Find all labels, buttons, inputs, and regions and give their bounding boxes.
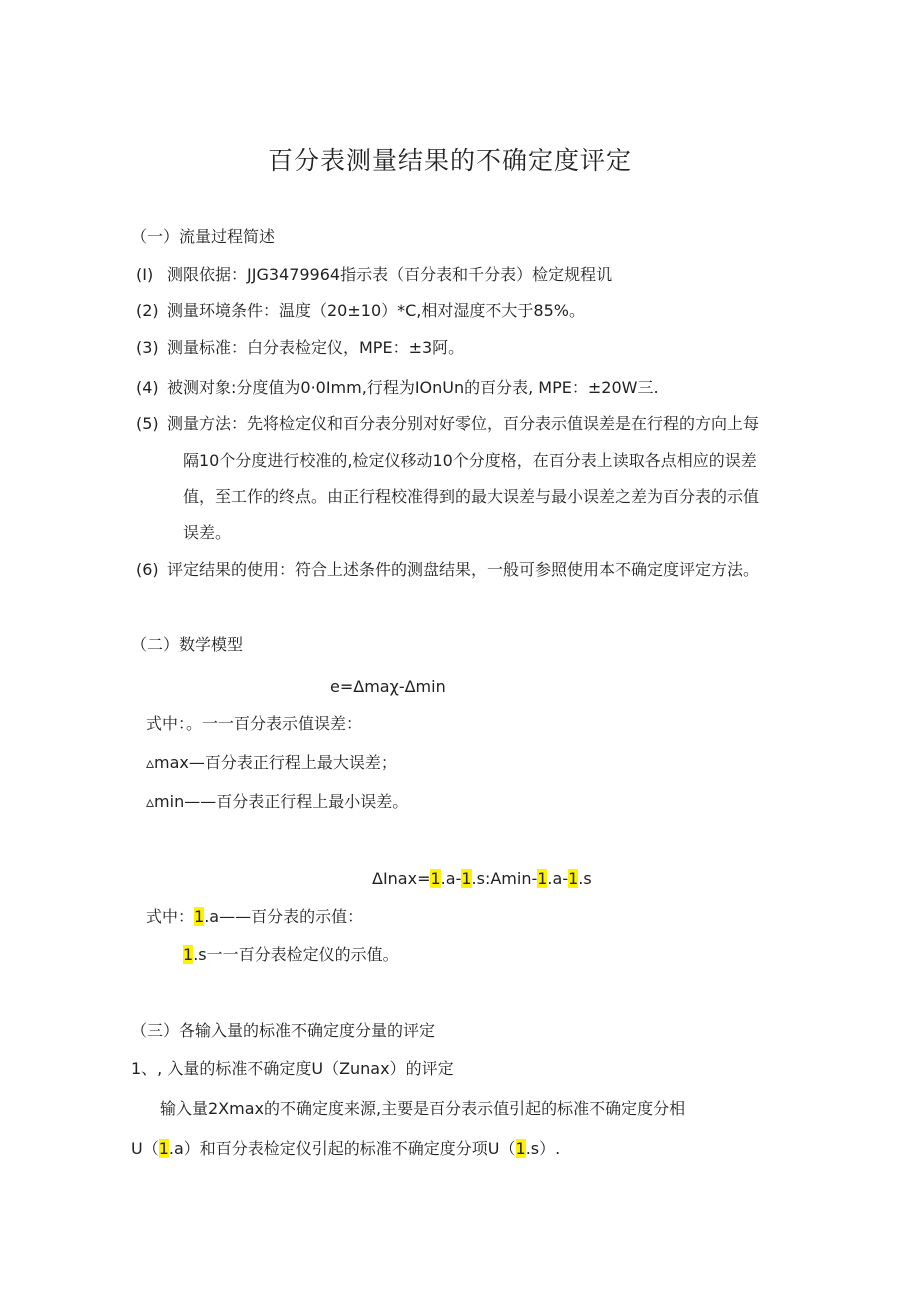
legend-rest: .a——百分表的示值： (204, 907, 364, 926)
item-5-line-2: 隔10个分度进行校准的,检定仪移动10个分度格，在百分表上读取各点相应的误差 (183, 451, 757, 470)
item-6-number: (6) (136, 560, 159, 579)
formula-legend-a (146, 906, 363, 928)
item-1-number: (I) (136, 265, 154, 284)
highlighted-digit: 1 (515, 1139, 526, 1158)
paragraph-line-2 (131, 1138, 560, 1160)
text-part: .s）. (525, 1139, 561, 1158)
item-4-text: 被测对象:分度值为0·0Imm,行程为IOnUn的百分表, MPE：±20W三. (167, 378, 659, 397)
formula-part: .a- (440, 869, 462, 888)
legend-rest: .s一一百分表检定仪的示值。 (193, 945, 399, 964)
legend-prefix: 式中： (146, 907, 195, 926)
highlighted-digit: 1 (183, 945, 194, 964)
item-3-number: (3) (136, 338, 159, 357)
subsection-1-heading: 1、, 入量的标准不确定度U（Zunax）的评定 (131, 1059, 454, 1078)
page-title: 百分表测量结果的不确定度评定 (268, 146, 633, 175)
text-part: U（ (131, 1139, 159, 1158)
section-1-heading: （一）流量过程简述 (131, 227, 276, 246)
item-1-text: 测限依据：JJG3479964指示表（百分表和千分表）检定规程讥 (167, 265, 613, 284)
text-part: .a）和百分表检定仪引起的标准不确定度分项U（ (168, 1139, 516, 1158)
highlighted-digit: 1 (537, 869, 548, 888)
highlighted-digit: 1 (430, 869, 441, 888)
formula-error: e=Δmaχ-Δmin (330, 677, 446, 696)
formula-legend-e: 式中：。一一百分表示值误差： (146, 714, 363, 733)
item-3-text: 测量标准：白分表检定仪，MPE：±3阿。 (167, 338, 465, 357)
highlighted-digit: 1 (194, 907, 205, 926)
item-5-line-3: 值，至工作的终点。由正行程校准得到的最大误差与最小误差之差为百分表的示值 (183, 487, 760, 506)
formula-part: .s:Amin- (471, 869, 538, 888)
highlighted-digit: 1 (158, 1139, 169, 1158)
highlighted-digit: 1 (568, 869, 579, 888)
formula-part: ΔInax= (372, 869, 431, 888)
item-2-text: 测量环境条件：温度（20±10）*C,相对湿度不大于85%。 (167, 301, 585, 320)
formula-legend-min: ▵min——百分表正行程上最小误差。 (146, 792, 409, 811)
item-5-line-4: 误差。 (183, 523, 232, 542)
formula-legend-s (183, 944, 399, 966)
formula-legend-max: ▵max—百分表正行程上最大误差； (146, 753, 397, 772)
paragraph-line-1: 输入量2Xmax的不确定度来源,主要是百分表示值引起的标准不确定度分相 (160, 1099, 686, 1118)
item-6-text: 评定结果的使用：符合上述条件的测盘结果，一般可参照使用本不确定度评定方法。 (167, 560, 760, 579)
formula-part: .s (578, 869, 592, 888)
item-2-number: (2) (136, 301, 159, 320)
section-3-heading: （三）各输入量的标准不确定度分量的评定 (131, 1021, 436, 1040)
highlighted-digit: 1 (461, 869, 472, 888)
formula-max-min (372, 868, 592, 890)
section-2-heading: （二）数学模型 (131, 635, 244, 654)
item-5-line-1: 测量方法：先将检定仪和百分表分别对好零位，百分表示值误差是在行程的方向上每 (167, 414, 760, 433)
item-4-number: (4) (136, 378, 159, 397)
item-5-number: (5) (136, 414, 159, 433)
formula-part: .a- (547, 869, 569, 888)
